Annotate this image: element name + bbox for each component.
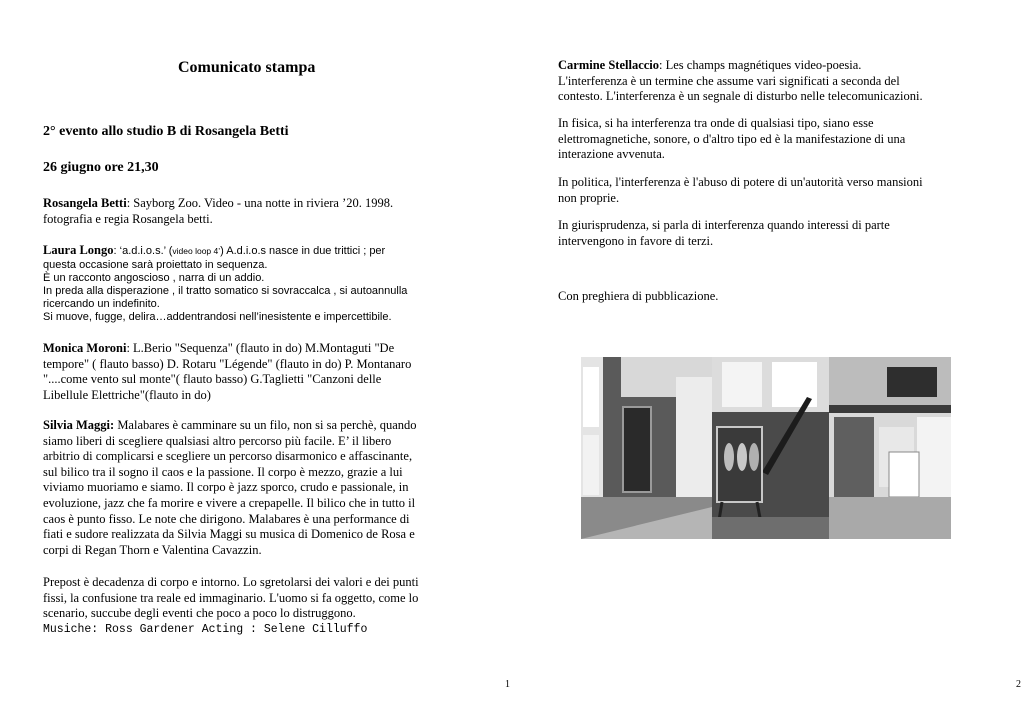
text-line: Si muove, fugge, delira…addentrandosi nell’inesistente e impercettibile. — [43, 311, 392, 323]
fisica-paragraph — [558, 116, 988, 163]
artist-name: Silvia Maggi: — [43, 418, 115, 432]
text-line: È un racconto angoscioso , narra di un addio. — [43, 272, 265, 284]
longo-small: video loop 4’ — [172, 246, 221, 256]
studio-photo-drawing — [581, 357, 712, 539]
text-line: In giurisprudenza, si parla di interferenza quando interessi di parte — [558, 218, 890, 232]
betti-section — [43, 196, 483, 227]
text-line: intervengono in favore di terzi. — [558, 233, 714, 248]
longo-section — [43, 242, 503, 324]
text-line: In preda alla disperazione , il tratto somatico si sovraccalca , si autoannulla — [43, 285, 408, 297]
text-line: Prepost è decadenza di corpo e intorno. Lo sgretolarsi dei valori e dei punti — [43, 575, 419, 589]
text-line: ricercando un indefinito. — [43, 298, 160, 310]
moroni-section — [43, 341, 493, 403]
text-line: questa occasione sarà proiettato in sequenza. — [43, 259, 268, 271]
studio-photo — [712, 357, 829, 539]
artist-name: Carmine Stellaccio — [558, 58, 660, 72]
politica-paragraph — [558, 175, 988, 206]
page-number: 1 — [505, 679, 510, 690]
text-line: fissi, la confusione tra reale ed immaginario. L'uomo si fa oggetto, come lo — [43, 590, 419, 605]
betti-line1: : Sayborg Zoo. Video - una notte in riviera ’20. 1998. — [126, 196, 394, 210]
event-heading: 2° evento allo studio B di Rosangela Betti — [43, 124, 289, 139]
studio-photo-drawing — [829, 357, 951, 539]
betti-line2: fotografia e regia Rosangela betti. — [43, 211, 213, 226]
prepost-credits: Musiche: Ross Gardener Acting : Selene Cilluffo — [43, 622, 368, 636]
artist-name: Laura Longo — [43, 243, 114, 257]
artist-name: Rosangela Betti — [43, 196, 127, 210]
text-line: In fisica, si ha interferenza tra onde di qualsiasi tipo, siano esse — [558, 116, 874, 130]
page-title: Comunicato stampa — [178, 59, 316, 76]
text-line: "....come vento sul monte"( flauto basso) G.Taglietti "Canzoni delle — [43, 372, 382, 387]
longo-rest: ) A.d.i.o.s nasce in due trittici ; per — [220, 245, 386, 257]
text-line: fiati e sudore realizzata da Silvia Maggi su musica di Domenico de Rosa e — [43, 527, 415, 542]
text-line: scenario, succube degli eventi che poco a poco lo distruggono. — [43, 606, 356, 621]
text-line: In politica, l'interferenza è l'abuso di potere di un'autorità verso mansioni — [558, 175, 923, 189]
text-line: viviamo muoriamo e siamo. Il corpo è jazz sporco, crudo e passionale, in — [43, 480, 409, 495]
stellaccio-section — [558, 58, 988, 105]
moroni-line1: : L.Berio "Sequenza" (flauto in do) M.Montaguti "De — [126, 341, 395, 355]
page-number: 2 — [1016, 679, 1021, 690]
prepost-section — [43, 575, 493, 637]
text-line: elettromagnetiche, sonore, o d'altro tipo ed è la manifestazione di una — [558, 131, 906, 146]
text-line: arbitrio di complicarsi e scegliere un percorso disarmonico e affascinante, — [43, 449, 413, 464]
maggi-line1: Malabares è camminare su un filo, non si sa perchè, quando — [114, 418, 417, 432]
text-line: non proprie. — [558, 190, 620, 205]
studio-photo — [581, 357, 712, 539]
closing-note: Con preghiera di pubblicazione. — [558, 289, 719, 303]
studio-photo — [829, 357, 951, 539]
text-line: corpi di Regan Thorn e Valentina Cavazzin. — [43, 542, 262, 557]
text-line: Libellule Elettriche"(flauto in do) — [43, 387, 211, 402]
artist-name: Monica Moroni — [43, 341, 127, 355]
text-line: tempore" ( flauto basso) D. Rotaru "Légende" (flauto in do) P. Montanaro — [43, 356, 412, 371]
longo-title: : ‘a.d.i.o.s.’ ( — [113, 245, 173, 257]
giurisprudenza-paragraph — [558, 218, 988, 249]
studio-photo-drawing — [712, 357, 829, 539]
text-line: caos è punto fisso. Le note che dirigono. Malabares è una performance di — [43, 511, 410, 526]
text-line: sul bilico tra il sogno il caos e la passione. Il corpo è mezzo, grazie a lui — [43, 464, 403, 479]
text-line: interazione avvenuta. — [558, 147, 665, 162]
text-line: evoluzione, jazz che fa morire e vivere a crepapelle. Il bilico che in tutto il — [43, 495, 416, 510]
text-line: contesto. L'interferenza è un segnale di disturbo nelle telecomunicazioni. — [558, 89, 923, 104]
text-line: L'interferenza è un termine che assume vari significati a seconda del — [558, 73, 900, 88]
event-date: 26 giugno ore 21,30 — [43, 160, 159, 175]
maggi-section — [43, 418, 493, 558]
stellaccio-line1: : Les champs magnétiques video-poesia. — [659, 58, 862, 72]
text-line: siamo liberi di scegliere qualsiasi altro percorso più facile. E’ il libero — [43, 433, 392, 448]
